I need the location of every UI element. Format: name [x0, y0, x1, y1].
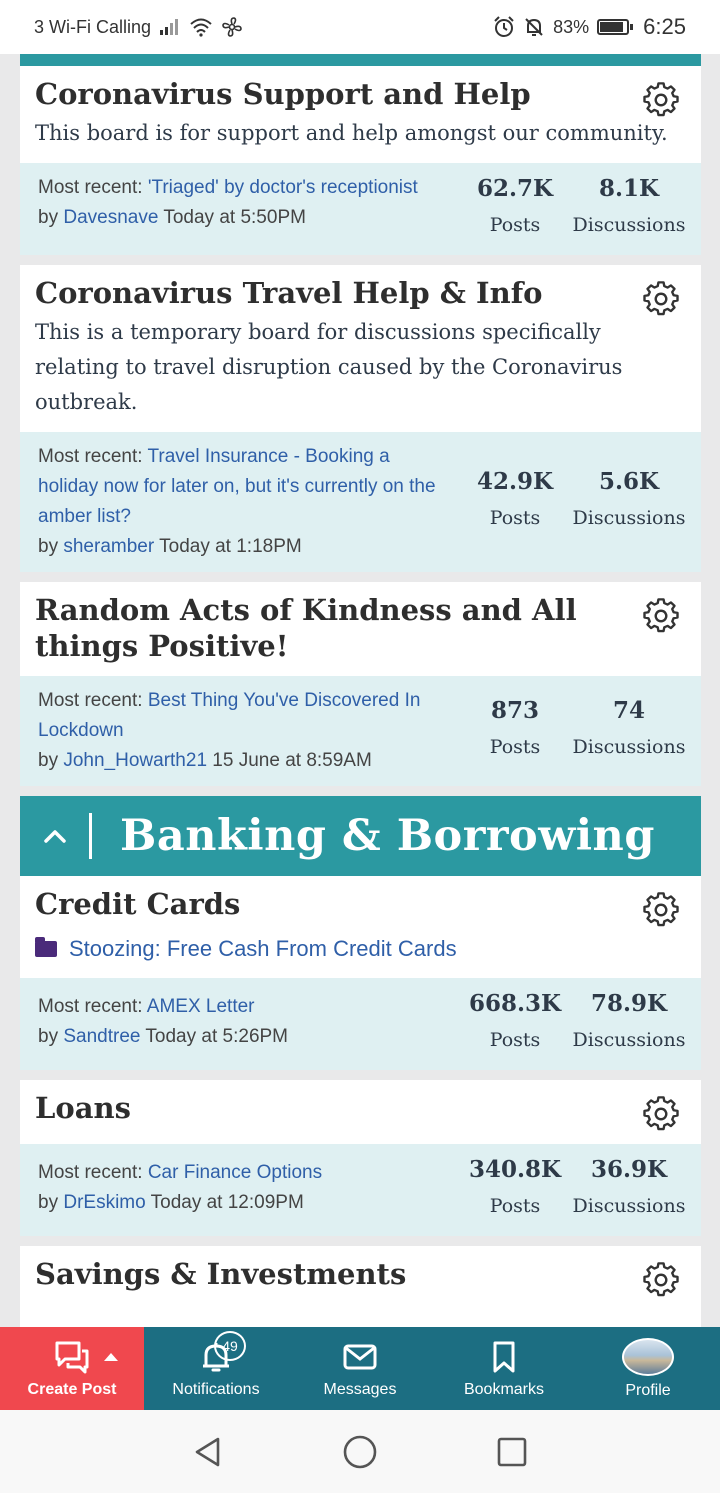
most-recent-panel	[20, 1144, 701, 1236]
posts-count: 42.9K	[476, 468, 553, 495]
posts-stat	[465, 173, 565, 245]
collapse-toggle[interactable]	[20, 813, 92, 859]
board-title[interactable]: Credit Cards	[35, 887, 241, 921]
most-recent-label: Most recent:	[38, 690, 143, 711]
battery-icon	[597, 19, 629, 35]
subfolder-link[interactable]	[35, 936, 686, 962]
board-title[interactable]: Random Acts of Kindness and All things Positive!	[35, 593, 577, 663]
carrier-label: 3 Wi-Fi Calling	[34, 16, 152, 37]
by-label: by	[38, 750, 59, 771]
most-recent-panel	[20, 978, 701, 1070]
board-title[interactable]: Loans	[35, 1091, 131, 1125]
clock: 6:25	[643, 14, 686, 39]
system-nav-bar	[0, 1410, 720, 1493]
bookmarks-tab[interactable]	[432, 1327, 576, 1410]
posts-label: Posts	[489, 736, 541, 758]
board-title[interactable]: Coronavirus Support and Help	[35, 77, 531, 111]
bookmark-icon	[486, 1339, 522, 1375]
gear-icon[interactable]	[643, 1096, 679, 1132]
discussions-count: 74	[612, 697, 645, 724]
back-triangle-icon	[191, 1435, 225, 1469]
posts-label: Posts	[489, 214, 541, 236]
most-recent-panel	[20, 163, 701, 255]
discussions-count: 78.9K	[590, 990, 667, 1017]
by-label: by	[38, 1192, 59, 1213]
messages-label: Messages	[323, 1380, 397, 1398]
bookmarks-label: Bookmarks	[463, 1380, 545, 1398]
gear-icon[interactable]	[643, 82, 679, 118]
most-recent-panel	[20, 676, 701, 786]
posts-stat	[465, 466, 565, 538]
posts-stat	[465, 988, 565, 1060]
subfolder-label: Stoozing: Free Cash From Credit Cards	[69, 936, 457, 961]
posts-label: Posts	[489, 507, 541, 529]
posts-count: 340.8K	[468, 1156, 561, 1183]
posts-count: 873	[490, 697, 539, 724]
folder-icon	[35, 941, 57, 957]
most-recent-link[interactable]: 'Triaged' by doctor's receptionist	[147, 177, 418, 198]
posts-count: 668.3K	[468, 990, 561, 1017]
gear-icon[interactable]	[643, 1262, 679, 1298]
discussions-count: 5.6K	[598, 468, 659, 495]
home-button[interactable]	[284, 1434, 436, 1470]
board-card[interactable]	[20, 265, 701, 572]
home-circle-icon	[342, 1434, 378, 1470]
post-time: Today at 12:09PM	[150, 1192, 304, 1213]
profile-label: Profile	[625, 1381, 671, 1399]
gear-icon[interactable]	[643, 281, 679, 317]
posts-count: 62.7K	[476, 175, 553, 202]
signal-icon	[159, 18, 181, 36]
notifications-tab[interactable]	[144, 1327, 288, 1410]
category-strip	[20, 54, 701, 66]
discussions-count: 8.1K	[598, 175, 659, 202]
most-recent-label: Most recent:	[38, 1162, 143, 1183]
author-link[interactable]: DrEskimo	[63, 1192, 146, 1213]
posts-label: Posts	[489, 1029, 541, 1051]
battery-percent: 83%	[553, 16, 590, 37]
posts-stat	[465, 695, 565, 767]
by-label: by	[38, 207, 59, 228]
board-card[interactable]	[20, 876, 701, 1070]
fan-icon	[221, 16, 243, 38]
by-label: by	[38, 536, 59, 557]
notifications-label: Notifications	[172, 1380, 260, 1398]
author-link[interactable]: Sandtree	[63, 1026, 141, 1047]
category-title: Banking & Borrowing	[120, 811, 655, 861]
posts-stat	[465, 1154, 565, 1226]
avatar	[622, 1338, 674, 1376]
most-recent-label: Most recent:	[38, 996, 143, 1017]
discussions-label: Discussions	[572, 1195, 686, 1217]
alarm-icon	[493, 16, 515, 38]
post-time: 15 June at 8:59AM	[212, 750, 372, 771]
most-recent-label: Most recent:	[38, 177, 143, 198]
wifi-icon	[189, 17, 213, 37]
by-label: by	[38, 1026, 59, 1047]
discussions-label: Discussions	[572, 736, 686, 758]
create-post-button[interactable]	[0, 1327, 144, 1410]
gear-icon[interactable]	[643, 598, 679, 634]
board-title[interactable]: Coronavirus Travel Help & Info	[35, 276, 543, 310]
envelope-icon	[342, 1339, 378, 1375]
chevron-up-icon	[44, 829, 66, 843]
discussions-label: Discussions	[572, 214, 686, 236]
most-recent-link[interactable]: Car Finance Options	[147, 1162, 323, 1183]
board-list[interactable]	[20, 54, 701, 1327]
board-card[interactable]	[20, 1246, 701, 1327]
gear-icon[interactable]	[643, 892, 679, 928]
back-button[interactable]	[132, 1435, 284, 1469]
discussions-label: Discussions	[572, 507, 686, 529]
board-card[interactable]	[20, 66, 701, 255]
discussions-stat	[565, 988, 693, 1060]
post-time: Today at 5:26PM	[145, 1026, 289, 1047]
author-link[interactable]: sheramber	[63, 536, 155, 557]
discussions-stat	[565, 1154, 693, 1226]
post-time: Today at 5:50PM	[163, 207, 306, 228]
create-post-label: Create Post	[27, 1380, 117, 1398]
notification-badge: 49	[214, 1331, 246, 1361]
messages-tab[interactable]	[288, 1327, 432, 1410]
discussions-stat	[565, 466, 693, 538]
post-time: Today at 1:18PM	[159, 536, 302, 557]
posts-label: Posts	[489, 1195, 541, 1217]
discussions-stat	[565, 173, 693, 245]
status-bar	[0, 0, 720, 54]
recents-square-icon	[496, 1436, 528, 1468]
board-card[interactable]	[20, 582, 701, 786]
discussions-count: 36.9K	[590, 1156, 667, 1183]
recents-button[interactable]	[436, 1436, 588, 1468]
board-description: This is a temporary board for discussions specifically relating to travel disruption caused by the Coronavirus outbreak.	[35, 320, 623, 414]
discussions-stat	[565, 695, 693, 767]
author-link[interactable]: John_Howarth21	[63, 750, 208, 771]
author-link[interactable]: Davesnave	[63, 207, 159, 228]
most-recent-link[interactable]: Best Thing You've Discovered In Lockdown	[38, 690, 421, 741]
bottom-nav	[0, 1327, 720, 1410]
caret-up-icon	[104, 1353, 118, 1361]
most-recent-panel	[20, 432, 701, 572]
mute-bell-icon	[523, 16, 545, 38]
most-recent-link[interactable]: AMEX Letter	[146, 996, 255, 1017]
chat-bubbles-icon	[54, 1339, 90, 1375]
most-recent-label: Most recent:	[38, 446, 143, 467]
discussions-label: Discussions	[572, 1029, 686, 1051]
board-description: This board is for support and help amongst our community.	[35, 121, 668, 145]
category-header[interactable]	[20, 796, 701, 876]
board-title[interactable]: Savings & Investments	[35, 1257, 407, 1291]
most-recent-link[interactable]: Travel Insurance - Booking a holiday now for later on, but it's currently on the amber list?	[38, 446, 436, 527]
board-card[interactable]	[20, 1080, 701, 1236]
profile-tab[interactable]	[576, 1327, 720, 1410]
